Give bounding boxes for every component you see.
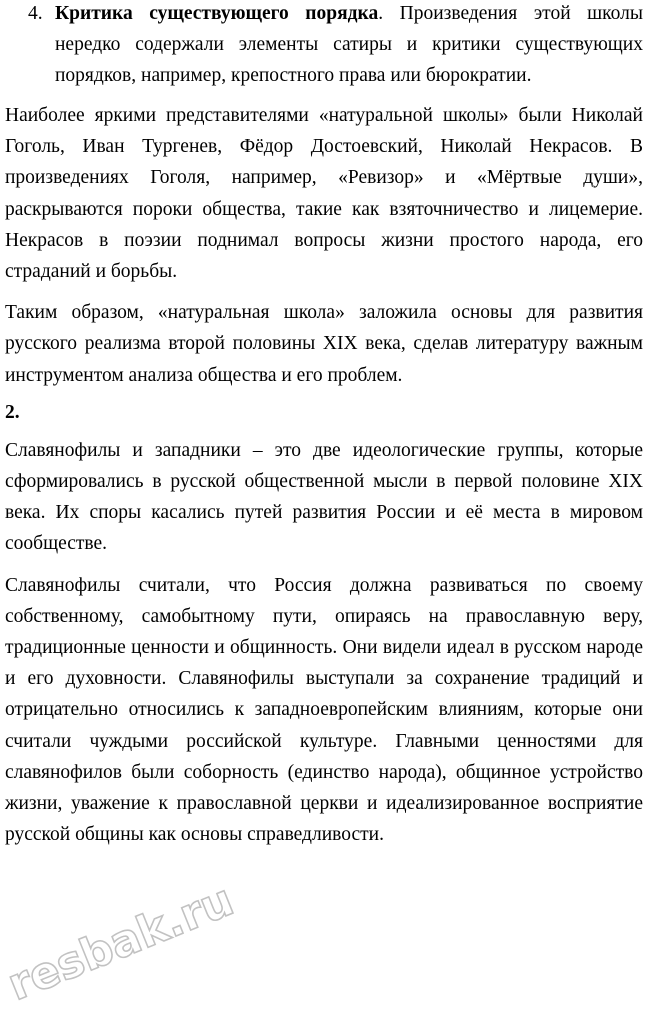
watermark-logo	[0, 870, 241, 1020]
paragraph-representatives: Наиболее яркими представителями «натуральной школы» были Николай Гоголь, Иван Тургенев, Фёдор Достоевский, Николай Некрасов. В произведениях Гоголя, например, «Ревизор» и «Мёртвые души», раскрываются пороки общества, такие как взяточничество и лицемерие. Некрасов в поэзии поднимал вопросы жизни простого народа, его страданий и борьбы.	[5, 105, 643, 283]
paragraph-conclusion: Таким образом, «натуральная школа» заложила основы для развития русского реализма второй половины XIX века, сделав литературу важным инструментом анализа общества и его проблем.	[5, 302, 643, 386]
section-number: 2.	[5, 401, 20, 423]
paragraph-slavophiles-westerners: Славянофилы и западники – это две идеологические группы, которые сформировались в русской общественной мысли в первой половине XIX века. Их споры касались путей развития России и её места в мировом сообществе.	[5, 439, 643, 555]
list-item-number: 4.	[28, 3, 43, 24]
list-item-4	[5, 0, 643, 91]
watermark-text: resbak.ru	[0, 874, 241, 1011]
list-item-bold-title: Критика существующего порядка	[55, 3, 379, 24]
list-item-text: . Произведения этой школы нередко содержали элементы сатиры и критики существующих порядков, например, крепостного права или бюрократии.	[55, 3, 643, 86]
document-page	[5, 0, 643, 850]
paragraph-slavophiles-views: Славянофилы считали, что Россия должна развиваться по своему собственному, самобытному пути, опираясь на православную веру, традиционные ценности и общинность. Они видели идеал в русском народе и его духовности. Славянофилы выступали за сохранение традиций и отрицательно относились к западноевропейским влияниям, которые они считали чуждыми российской культуре. Главными ценностями для славянофилов были соборность (единство народа), общинное устройство жизни, уважение к православной церкви и идеализированное восприятие русской общины как основы справедливости.	[5, 574, 643, 846]
